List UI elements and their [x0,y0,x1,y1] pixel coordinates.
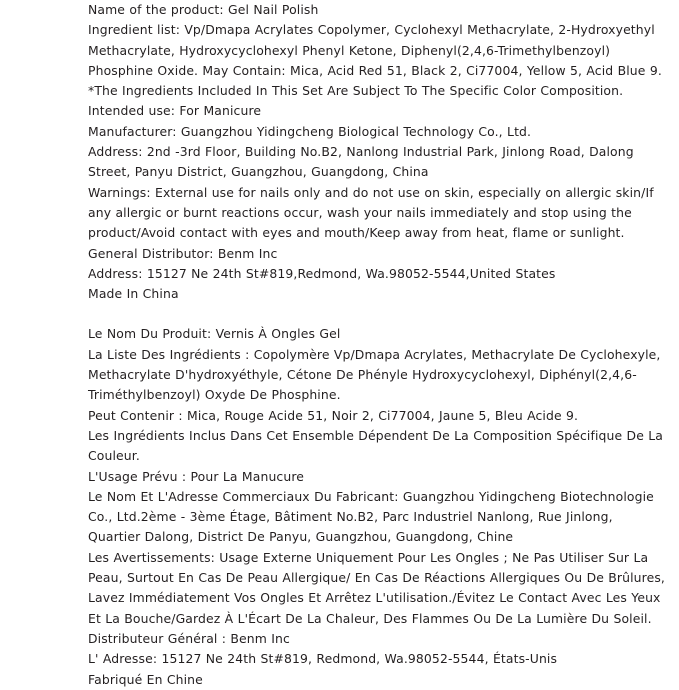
distributor-address-line-fr: L' Adresse: 15127 Ne 24th St#819, Redmond, Wa.98052-5544, États-Unis [88,651,558,667]
made-in-line-fr: Fabriqué En Chine [88,671,203,687]
english-section [88,0,665,304]
warnings-line-fr: Les Avertissements: Usage Externe Uniquement Pour Les Ongles ; Ne Pas Utiliser Sur La Peau, Surtout En Cas De Peau Allergique/ En Cas De Réactions Allergiques Ou De Brûlures, Lavez Immédiatement Vos Ongles Et Arrêtez L'utilisation./Évitez Le Contact Avec Les Yeux Et La Bouche/Gardez À L'Écart De La Chaleur, Des Flammes Ou De La Lumière Du Soleil. [88,549,665,626]
intended-use-line: Intended use: For Manicure [88,103,262,119]
product-name-line-fr: Le Nom Du Produit: Vernis À Ongles Gel [88,326,341,342]
product-name-line: Name of the product: Gel Nail Polish [88,2,319,17]
distributor-address-line: Address: 15127 Ne 24th St#819,Redmond, Wa.98052-5544,United States [88,265,556,281]
general-distributor-line: General Distributor: Benm Inc [88,245,278,261]
made-in-line: Made In China [88,286,179,302]
section-divider [88,304,665,324]
ingredient-list-line-fr: La Liste Des Ingrédients : Copolymère Vp/Dmapa Acrylates, Methacrylate De Cyclohexyle, Methacrylate D'hydroxyéthyle, Cétone De Phényle Hydroxycyclohexyl, Diphényl(2,4,6-Triméthylbenzoyl) Oxyde De Phosphine. [88,346,661,403]
intended-use-line-fr: L'Usage Prévu : Pour La Manucure [88,468,305,484]
general-distributor-line-fr: Distributeur Général : Benm Inc [88,630,290,646]
color-composition-note-fr: Les Ingrédients Inclus Dans Cet Ensemble Dépendent De La Composition Spécifique De La Couleur. [88,427,664,464]
french-section [88,324,665,689]
may-contain-line-fr: Peut Contenir : Mica, Rouge Acide 51, Noir 2, Ci77004, Jaune 5, Bleu Acide 9. [88,407,579,423]
manufacturer-line: Manufacturer: Guangzhou Yidingcheng Biological Technology Co., Ltd. [88,123,532,139]
manufacturer-address-line: Address: 2nd -3rd Floor, Building No.B2, Nanlong Industrial Park, Jinlong Road, Dalong Street, Panyu District, Guangzhou, Guangdong, China [88,144,634,180]
manufacturer-line-fr: Le Nom Et L'Adresse Commerciaux Du Fabricant: Guangzhou Yidingcheng Biotechnologie Co., Ltd.2ème - 3ème Étage, Bâtiment No.B2, Parc Industriel Nanlong, Rue Jinlong, Quartier Dalong, District De Panyu, Guangzhou, Guangdong, Chine [88,488,654,545]
warnings-line: Warnings: External use for nails only and do not use on skin, especially on allergic skin/If any allergic or burnt reactions occur, wash your nails immediately and stop using the product/Avoid contact with eyes and mouth/Keep away from heat, flame or sunlight. [88,184,654,241]
ingredient-list-line: Ingredient list: Vp/Dmapa Acrylates Copolymer, Cyclohexyl Methacrylate, 2-Hydroxyethyl Methacrylate, Hydroxycyclohexyl Phenyl Ketone, Diphenyl(2,4,6-Trimethylbenzoyl) Phosphine Oxide. May Contain: Mica, Acid Red 51, Black 2, Ci77004, Yellow 5, Acid Blue 9. *The Ingredients Included In This Set Are Subject To The Specific Color Composition. [88,22,662,99]
